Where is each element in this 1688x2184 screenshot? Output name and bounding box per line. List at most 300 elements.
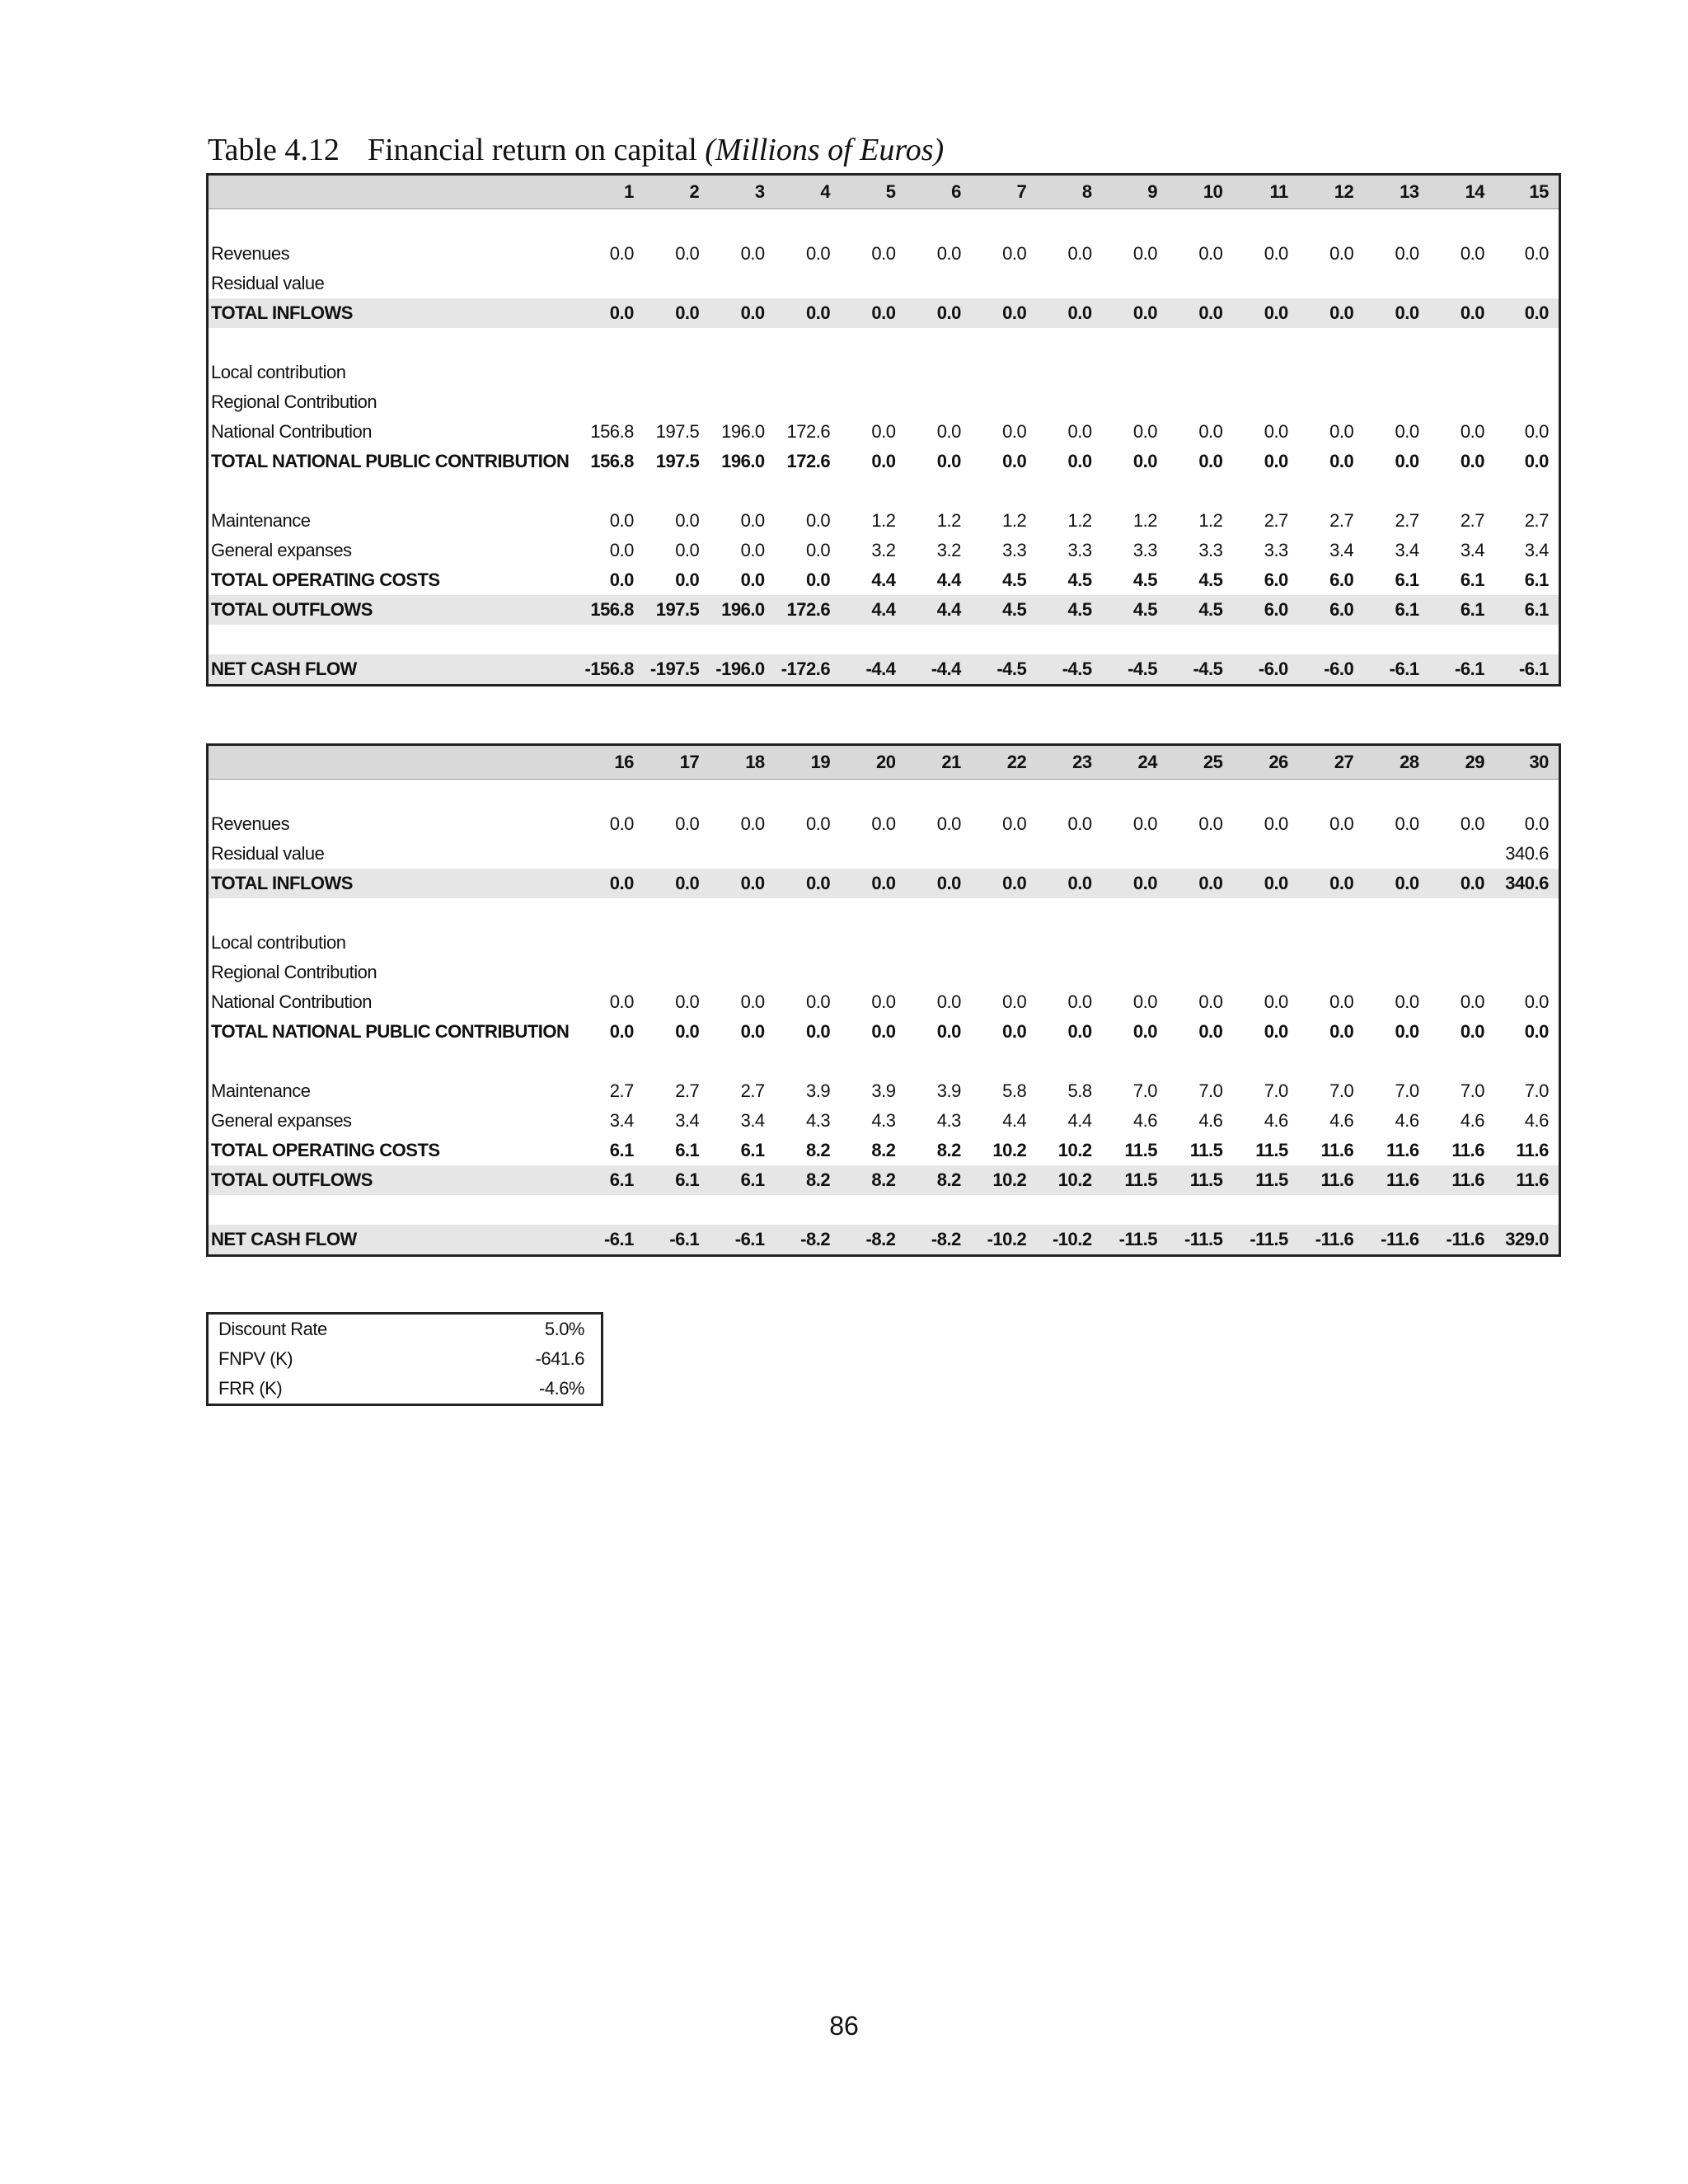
summary-value: 5.0%: [544, 1319, 584, 1339]
value-cell: 0.0: [775, 869, 840, 898]
value-cell: [971, 358, 1036, 387]
value-cell: [579, 387, 644, 417]
value-cell: [840, 269, 905, 298]
value-cell: 0.0: [905, 298, 970, 328]
value-cell: 0.0: [936, 243, 961, 264]
value-cell: 7.0: [1395, 1080, 1419, 1101]
value-cell: 3.3: [1198, 540, 1223, 560]
value-cell: 0.0: [805, 510, 831, 531]
total-inflows-row: [208, 298, 1560, 328]
value-cell: 8.2: [805, 1140, 831, 1160]
value-cell: [905, 358, 970, 387]
value-cell: 0.0: [1002, 1021, 1027, 1042]
value-cell: 3.9: [936, 1080, 961, 1101]
value-cell: [1363, 269, 1428, 298]
year-header-cell: 25: [1167, 745, 1232, 780]
value-cell: 0.0: [675, 540, 700, 560]
value-cell: [840, 387, 905, 417]
local-row: [208, 928, 1560, 958]
value-cell: 0.0: [936, 991, 961, 1012]
year-header-cell: 20: [840, 745, 905, 780]
value-cell: 0.0: [1264, 1021, 1288, 1042]
row-label: NET CASH FLOW: [208, 1225, 579, 1256]
value-cell: [840, 839, 905, 869]
year-header-cell: 6: [905, 175, 970, 209]
value-cell: 7.0: [1198, 1080, 1223, 1101]
value-cell: 340.6: [1494, 869, 1559, 898]
value-cell: 0.0: [1429, 869, 1494, 898]
value-cell: [1429, 358, 1494, 387]
value-cell: [709, 958, 774, 987]
value-cell: 0.0: [609, 243, 634, 264]
row-label: TOTAL OUTFLOWS: [208, 1165, 579, 1195]
value-cell: -8.2: [905, 1225, 970, 1256]
year-header-cell: 9: [1102, 175, 1167, 209]
value-cell: 0.0: [1329, 421, 1354, 442]
value-cell: 4.6: [1198, 1110, 1223, 1131]
value-cell: 0.0: [1395, 991, 1419, 1012]
value-cell: [1429, 839, 1494, 869]
value-cell: 0.0: [675, 813, 700, 834]
value-cell: [709, 387, 774, 417]
value-cell: 2.7: [1264, 510, 1288, 531]
value-cell: [1363, 387, 1428, 417]
spacer-row: [208, 476, 1560, 506]
value-cell: 6.0: [1298, 595, 1363, 625]
value-cell: [1102, 928, 1167, 958]
value-cell: 0.0: [675, 569, 700, 590]
value-cell: 0.0: [1329, 1021, 1354, 1042]
value-cell: [1494, 958, 1559, 987]
value-cell: 0.0: [971, 298, 1036, 328]
value-cell: 0.0: [1002, 991, 1027, 1012]
value-cell: [1102, 269, 1167, 298]
value-cell: 11.5: [1189, 1140, 1223, 1160]
value-cell: [579, 358, 644, 387]
value-cell: 10.2: [1036, 1165, 1101, 1195]
value-cell: [644, 358, 709, 387]
value-cell: 4.5: [1102, 595, 1167, 625]
value-cell: 0.0: [936, 421, 961, 442]
value-cell: 0.0: [1067, 451, 1092, 471]
total-operating-row: [208, 1136, 1560, 1165]
value-cell: 11.5: [1255, 1140, 1288, 1160]
header-label-cell: [208, 175, 579, 209]
value-cell: 0.0: [609, 510, 634, 531]
value-cell: 11.5: [1102, 1165, 1167, 1195]
value-cell: 6.1: [1494, 595, 1559, 625]
value-cell: 6.1: [1460, 569, 1484, 590]
value-cell: 1.2: [1132, 510, 1158, 531]
value-cell: 4.3: [805, 1110, 831, 1131]
summary-label: Discount Rate: [218, 1319, 327, 1339]
year-header-cell: 11: [1232, 175, 1297, 209]
total-operating-row: [208, 565, 1560, 595]
value-cell: [1298, 387, 1363, 417]
value-cell: -10.2: [971, 1225, 1036, 1256]
value-cell: [971, 928, 1036, 958]
value-cell: -4.5: [971, 654, 1036, 686]
value-cell: -11.6: [1363, 1225, 1428, 1256]
value-cell: 0.0: [1298, 869, 1363, 898]
value-cell: 0.0: [805, 569, 831, 590]
row-label: National Contribution: [211, 421, 372, 442]
year-header-cell: 19: [775, 745, 840, 780]
value-cell: [971, 958, 1036, 987]
value-cell: 196.0: [721, 451, 765, 471]
value-cell: 2.7: [675, 1080, 700, 1101]
value-cell: 0.0: [971, 869, 1036, 898]
page-number: 86: [829, 2011, 859, 2041]
value-cell: [1036, 269, 1101, 298]
value-cell: 6.1: [740, 1140, 765, 1160]
national-row: [208, 417, 1560, 447]
year-header-cell: 28: [1363, 745, 1428, 780]
value-cell: [1036, 358, 1101, 387]
spacer-row: [208, 1047, 1560, 1076]
value-cell: [579, 269, 644, 298]
value-cell: 0.0: [1198, 991, 1223, 1012]
summary-row: [208, 1344, 603, 1374]
value-cell: 11.6: [1298, 1165, 1363, 1195]
year-header-cell: 18: [709, 745, 774, 780]
value-cell: 0.0: [1460, 243, 1484, 264]
summary-value: -641.6: [535, 1348, 584, 1369]
value-cell: 8.2: [871, 1140, 896, 1160]
value-cell: 4.4: [1002, 1110, 1027, 1131]
value-cell: 4.4: [905, 595, 970, 625]
value-cell: 0.0: [740, 569, 765, 590]
value-cell: 0.0: [1067, 421, 1092, 442]
total-inflows-row: [208, 869, 1560, 898]
value-cell: -6.0: [1298, 654, 1363, 686]
value-cell: 0.0: [1132, 421, 1158, 442]
value-cell: [1232, 387, 1297, 417]
value-cell: 172.6: [786, 451, 831, 471]
value-cell: 0.0: [1232, 298, 1297, 328]
value-cell: 3.4: [1524, 540, 1549, 560]
value-cell: -6.1: [644, 1225, 709, 1256]
spacer-cell: [208, 780, 1560, 810]
value-cell: 6.0: [1264, 569, 1288, 590]
value-cell: [1429, 928, 1494, 958]
value-cell: 0.0: [1395, 813, 1419, 834]
value-cell: 0.0: [1524, 421, 1549, 442]
value-cell: [775, 269, 840, 298]
value-cell: [905, 958, 970, 987]
value-cell: [905, 839, 970, 869]
value-cell: 340.6: [1505, 843, 1549, 864]
value-cell: [1298, 839, 1363, 869]
value-cell: 0.0: [1167, 298, 1232, 328]
value-cell: [1363, 358, 1428, 387]
value-cell: [1102, 958, 1167, 987]
value-cell: -6.0: [1232, 654, 1297, 686]
revenues-row: [208, 809, 1560, 839]
value-cell: 4.3: [936, 1110, 961, 1131]
value-cell: 4.5: [1132, 569, 1158, 590]
value-cell: 0.0: [805, 1021, 831, 1042]
value-cell: 0.0: [871, 813, 896, 834]
value-cell: [1036, 839, 1101, 869]
value-cell: 0.0: [1429, 298, 1494, 328]
spacer-row: [208, 1195, 1560, 1225]
cash-flow-table-years-16-30: [206, 743, 1561, 1257]
value-cell: 11.6: [1494, 1165, 1559, 1195]
value-cell: [644, 269, 709, 298]
value-cell: 7.0: [1264, 1080, 1288, 1101]
year-header-cell: 26: [1232, 745, 1297, 780]
year-header-cell: 5: [840, 175, 905, 209]
row-label: Maintenance: [211, 510, 311, 531]
value-cell: -11.6: [1298, 1225, 1363, 1256]
value-cell: [1036, 928, 1101, 958]
value-cell: 0.0: [905, 869, 970, 898]
value-cell: [971, 269, 1036, 298]
value-cell: 0.0: [1132, 813, 1158, 834]
value-cell: 0.0: [1329, 813, 1354, 834]
value-cell: [1298, 958, 1363, 987]
value-cell: [1167, 269, 1232, 298]
value-cell: 0.0: [675, 1021, 700, 1042]
value-cell: 0.0: [1067, 991, 1092, 1012]
value-cell: 0.0: [1363, 298, 1428, 328]
value-cell: 6.1: [1429, 595, 1494, 625]
year-header-cell: 3: [709, 175, 774, 209]
value-cell: 0.0: [805, 813, 831, 834]
value-cell: [905, 269, 970, 298]
value-cell: [644, 958, 709, 987]
value-cell: [971, 839, 1036, 869]
row-label: TOTAL OPERATING COSTS: [211, 569, 440, 590]
value-cell: 2.7: [1395, 510, 1419, 531]
value-cell: 197.5: [644, 595, 709, 625]
row-label: Revenues: [211, 813, 290, 834]
value-cell: -6.1: [1429, 654, 1494, 686]
value-cell: [775, 928, 840, 958]
value-cell: 0.0: [1132, 243, 1158, 264]
value-cell: 0.0: [709, 298, 774, 328]
value-cell: 0.0: [609, 540, 634, 560]
year-header-cell: 17: [644, 745, 709, 780]
value-cell: 1.2: [1198, 510, 1223, 531]
maintenance-row: [208, 506, 1560, 536]
value-cell: 4.6: [1264, 1110, 1288, 1131]
value-cell: 8.2: [775, 1165, 840, 1195]
value-cell: [840, 358, 905, 387]
value-cell: 0.0: [675, 510, 700, 531]
value-cell: 0.0: [1132, 1021, 1158, 1042]
value-cell: 3.4: [1395, 540, 1419, 560]
national-row: [208, 987, 1560, 1017]
value-cell: 11.6: [1429, 1165, 1494, 1195]
value-cell: 6.1: [579, 1165, 644, 1195]
value-cell: 4.6: [1524, 1110, 1549, 1131]
value-cell: [1363, 958, 1428, 987]
row-label: TOTAL NATIONAL PUBLIC CONTRIBUTION: [211, 1021, 570, 1042]
value-cell: 0.0: [675, 243, 700, 264]
value-cell: 0.0: [1198, 421, 1223, 442]
value-cell: 2.7: [1329, 510, 1354, 531]
value-cell: -6.1: [709, 1225, 774, 1256]
value-cell: [1102, 358, 1167, 387]
total-outflows-row: [208, 595, 1560, 625]
value-cell: 0.0: [1132, 991, 1158, 1012]
value-cell: 5.8: [1002, 1080, 1027, 1101]
value-cell: 329.0: [1494, 1225, 1559, 1256]
value-cell: 0.0: [609, 813, 634, 834]
year-header-cell: 27: [1298, 745, 1363, 780]
value-cell: 0.0: [1395, 1021, 1419, 1042]
value-cell: 2.7: [740, 1080, 765, 1101]
row-label: Local contribution: [211, 362, 346, 382]
value-cell: 7.0: [1329, 1080, 1354, 1101]
row-label: Residual value: [211, 273, 325, 293]
value-cell: 0.0: [1460, 813, 1484, 834]
value-cell: 0.0: [1198, 1021, 1223, 1042]
value-cell: 6.1: [644, 1165, 709, 1195]
value-cell: 196.0: [709, 595, 774, 625]
value-cell: [709, 358, 774, 387]
year-header-cell: 15: [1494, 175, 1559, 209]
year-header-cell: 7: [971, 175, 1036, 209]
year-header-cell: 12: [1298, 175, 1363, 209]
summary-row: [208, 1314, 603, 1345]
value-cell: [644, 387, 709, 417]
value-cell: 6.1: [1395, 569, 1419, 590]
value-cell: [709, 928, 774, 958]
value-cell: -156.8: [579, 654, 644, 686]
value-cell: 0.0: [1167, 869, 1232, 898]
value-cell: -11.5: [1232, 1225, 1297, 1256]
value-cell: 0.0: [1524, 1021, 1549, 1042]
value-cell: -6.1: [579, 1225, 644, 1256]
spacer-row: [208, 780, 1560, 810]
value-cell: 0.0: [936, 451, 961, 471]
value-cell: 3.2: [936, 540, 961, 560]
value-cell: 7.0: [1460, 1080, 1484, 1101]
value-cell: 0.0: [1036, 298, 1101, 328]
caption-number: Table 4.12: [208, 133, 340, 167]
row-label: General expanses: [211, 1110, 352, 1131]
value-cell: 0.0: [1363, 869, 1428, 898]
value-cell: -4.4: [840, 654, 905, 686]
year-header-cell: 10: [1167, 175, 1232, 209]
value-cell: 10.2: [971, 1165, 1036, 1195]
value-cell: 3.4: [609, 1110, 634, 1131]
value-cell: -6.1: [1363, 654, 1428, 686]
value-cell: 4.4: [1067, 1110, 1092, 1131]
value-cell: 0.0: [675, 991, 700, 1012]
value-cell: 156.8: [590, 451, 634, 471]
value-cell: 0.0: [1524, 451, 1549, 471]
value-cell: 2.7: [1524, 510, 1549, 531]
value-cell: 11.6: [1320, 1140, 1354, 1160]
value-cell: [1363, 839, 1428, 869]
residual-row: [208, 269, 1560, 298]
value-cell: 10.2: [992, 1140, 1027, 1160]
value-cell: 0.0: [579, 298, 644, 328]
value-cell: 0.0: [740, 991, 765, 1012]
value-cell: 6.1: [675, 1140, 700, 1160]
caption-unit: (Millions of Euros): [705, 133, 945, 167]
spacer-cell: [208, 209, 1560, 240]
value-cell: 11.6: [1451, 1140, 1484, 1160]
value-cell: [1429, 269, 1494, 298]
spacer-cell: [208, 898, 1560, 928]
value-cell: 0.0: [1198, 243, 1223, 264]
value-cell: [579, 958, 644, 987]
row-label: NET CASH FLOW: [208, 654, 579, 686]
value-cell: -11.6: [1429, 1225, 1494, 1256]
value-cell: 2.7: [609, 1080, 634, 1101]
value-cell: [1494, 269, 1559, 298]
value-cell: 0.0: [936, 1021, 961, 1042]
value-cell: 4.5: [1036, 595, 1101, 625]
value-cell: 4.5: [1167, 595, 1232, 625]
value-cell: 0.0: [609, 1021, 634, 1042]
value-cell: [1494, 387, 1559, 417]
value-cell: 0.0: [1102, 298, 1167, 328]
value-cell: 0.0: [644, 869, 709, 898]
value-cell: [1036, 387, 1101, 417]
value-cell: 4.6: [1329, 1110, 1354, 1131]
value-cell: [579, 839, 644, 869]
value-cell: 0.0: [805, 243, 831, 264]
net-cash-flow-row: [208, 654, 1560, 686]
value-cell: 3.3: [1067, 540, 1092, 560]
local-row: [208, 358, 1560, 387]
year-header-cell: 16: [579, 745, 644, 780]
value-cell: 172.6: [786, 421, 831, 442]
value-cell: [1232, 358, 1297, 387]
year-header-cell: 22: [971, 745, 1036, 780]
year-header-cell: 24: [1102, 745, 1167, 780]
value-cell: 197.5: [655, 451, 700, 471]
row-label: Local contribution: [211, 932, 346, 953]
value-cell: 0.0: [775, 298, 840, 328]
value-cell: 6.1: [709, 1165, 774, 1195]
year-header-cell: 2: [644, 175, 709, 209]
value-cell: -11.5: [1102, 1225, 1167, 1256]
value-cell: 0.0: [644, 298, 709, 328]
value-cell: 11.5: [1167, 1165, 1232, 1195]
value-cell: 0.0: [1102, 869, 1167, 898]
general-row: [208, 1106, 1560, 1136]
row-label: Regional Contribution: [211, 962, 377, 982]
value-cell: [905, 387, 970, 417]
value-cell: 0.0: [1002, 451, 1027, 471]
year-header-cell: 8: [1036, 175, 1101, 209]
value-cell: 4.4: [936, 569, 961, 590]
value-cell: 3.2: [871, 540, 896, 560]
value-cell: 5.8: [1067, 1080, 1092, 1101]
value-cell: [1298, 358, 1363, 387]
value-cell: 4.3: [871, 1110, 896, 1131]
row-label: National Contribution: [211, 991, 372, 1012]
year-header-cell: 21: [905, 745, 970, 780]
general-row: [208, 536, 1560, 565]
spacer-cell: [208, 1195, 1560, 1225]
cash-flow-table-years-1-15: [206, 173, 1561, 687]
summary-row: [208, 1374, 603, 1405]
value-cell: [971, 387, 1036, 417]
value-cell: 4.6: [1395, 1110, 1419, 1131]
value-cell: 3.4: [1460, 540, 1484, 560]
value-cell: [1102, 839, 1167, 869]
value-cell: [1167, 928, 1232, 958]
row-label: TOTAL INFLOWS: [208, 298, 579, 328]
